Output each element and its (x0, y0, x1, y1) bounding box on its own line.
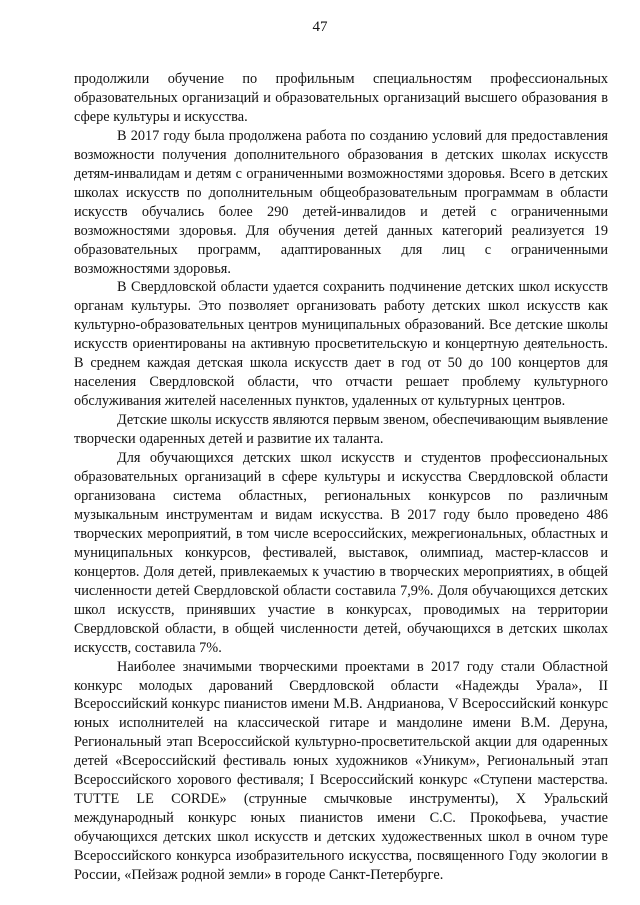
paragraph-2: В 2017 году была продолжена работа по созданию условий для предоставления возможности получения дополнительного образования в детских школах искусств детям-инвалидам и детям с ограниченными возможностями здоровья. Всего в детских школах искусств по дополнительным общеобразовательным программам в области искусств обучались более 290 детей-инвалидов и детей с ограниченными возможностями здоровья. Для обучения детей данных категорий реализуется 19 образовательных программ, адаптированных для лиц с ограниченными возможностями здоровья. (74, 127, 608, 277)
paragraph-1: продолжили обучение по профильным специальностям профессиональных образовательных организаций и образовательных организаций высшего образования в сфере культуры и искусства. (74, 71, 608, 125)
paragraph-5: Для обучающихся детских школ искусств и студентов профессиональных образовательных организаций в сфере культуры и искусства Свердловской области организована система областных, региональных конкурсов по различным музыкальным инструментам и видам искусства. В 2017 году было проведено 486 творческих мероприятий, в том числе всероссийских, межрегиональных, областных и муниципальных конкурсов, фестивалей, выставок, олимпиад, мастер-классов и концертов. Доля детей, привлекаемых к участию в творческих мероприятиях, в общей численности детей Свердловской области составила 7,9%. Доля обучающихся детских школ искусств, принявших участие в конкурсах, проводимых на территории Свердловской области, в общей численности детей, обучающихся в детских школах искусств, составила 7%. (74, 450, 608, 656)
page-number: 47 (312, 19, 328, 35)
paragraph-4: Детские школы искусств являются первым звеном, обеспечивающим выявление творчески одаренных детей и развитие их таланта. (74, 412, 608, 448)
body-text (74, 70, 608, 885)
paragraph-6: Наиболее значимыми творческими проектами в 2017 году стали Областной конкурс молодых дарований Свердловской области «Надежды Урала», II Всероссийский конкурс пианистов имени М.В. Андрианова, V Всероссийский конкурс юных исполнителей на классической гитаре и мандолине имени В.М. Деруна, Региональный этап Всероссийской культурно-просветительской акции для одаренных детей «Всероссийский фестиваль юных художников «Уникум», Региональный этап Всероссийского хорового фестиваля; I Всероссийский конкурс «Ступени мастерства. TUTTE LE CORDE» (струнные смычковые инструменты), X Уральский международный конкурс юных пианистов имени С.С. Прокофьева, участие обучающихся детских школ искусств и детских художественных школ в очном туре Всероссийского конкурса изобразительного искусства, посвященного Году экологии в России, «Пейзаж родной земли» в городе Санкт-Петербурге. (74, 658, 608, 884)
paragraph-3: В Свердловской области удается сохранить подчинение детских школ искусств органам культуры. Это позволяет организовать работу детских школ искусств как культурно-образовательных центров муниципальных образований. Все детские школы искусств ориентированы на активную просветительскую и концертную деятельность. В среднем каждая детская школа искусств дает в год от 50 до 100 концертов для населения Свердловской области, что отчасти решает проблему культурного обслуживания жителей населенных пунктов, удаленных от культурных центров. (74, 279, 608, 410)
